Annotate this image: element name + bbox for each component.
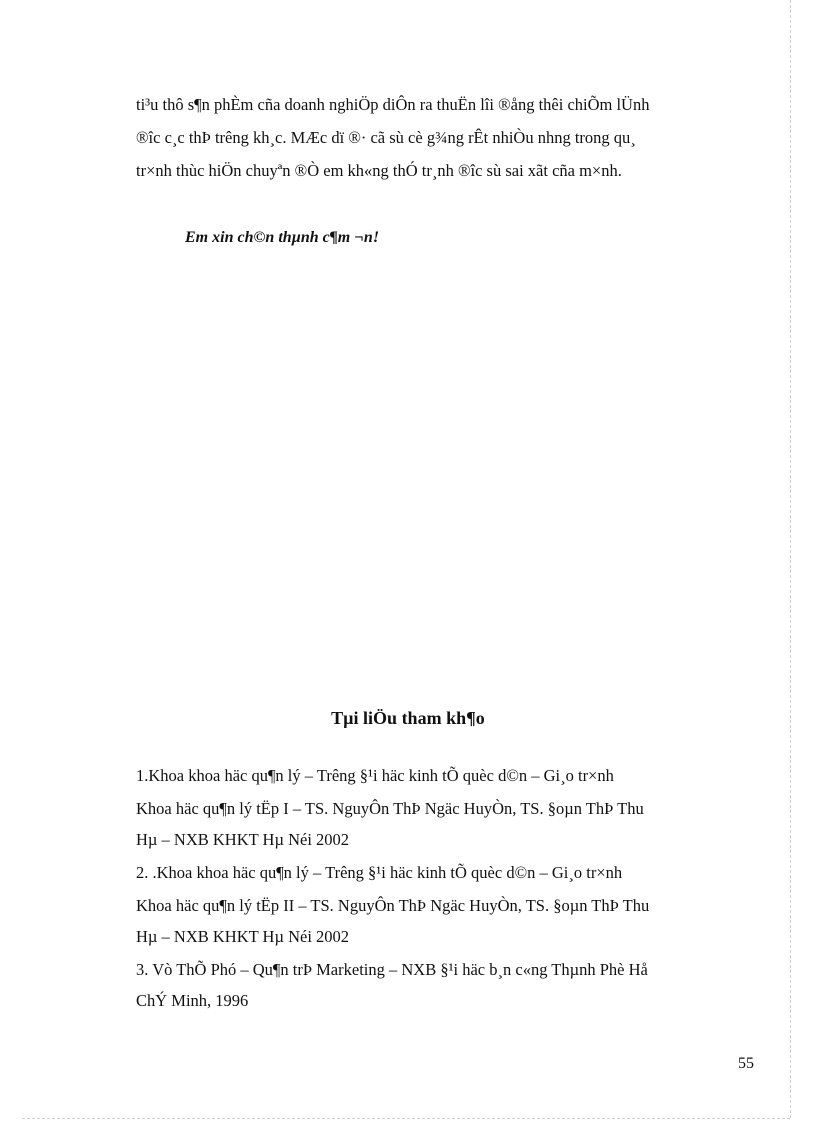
page-border-bottom [22,1118,790,1119]
paragraph-line-1: ti³u thô s¶n phÈm cña doanh nghiÖp diÔn ra thuËn lîi ®ång thêi chiÕm lÜnh [136,95,650,114]
paragraph-line-2: ®îc c¸c thÞ trêng kh¸c. MÆc dï ®· cã sù cè g¾ng rÊt nhiÒu nhng trong qu¸ [136,128,636,147]
references-title: Tµi liÖu tham kh¶o [331,708,485,728]
reference-line-8: ChÝ Minh, 1996 [136,991,249,1010]
page-border-right [790,0,791,1118]
paragraph-line-3: tr×nh thùc hiÖn chuyªn ®Ò em kh«ng thÓ tr¸nh ®îc sù sai xãt cña m×nh. [136,161,622,180]
reference-line-4: 2. .Khoa khoa häc qu¶n lý – Trêng §¹i häc kinh tÕ quèc d©n – Gi¸o tr×nh [136,863,623,882]
reference-line-5: Khoa häc qu¶n lý tËp II – TS. NguyÔn ThÞ Ngäc HuyÒn, TS. §oµn ThÞ Thu [136,896,650,915]
reference-line-1: 1.Khoa khoa häc qu¶n lý – Trêng §¹i häc kinh tÕ quèc d©n – Gi¸o tr×nh [136,766,614,785]
thanks-line: Em xin ch©n thµnh c¶m ¬n! [185,229,380,246]
reference-line-7: 3. Vò ThÕ Phó – Qu¶n trÞ Marketing – NXB §¹i häc b¸n c«ng Thµnh Phè Hå [136,960,648,979]
reference-line-3: Hµ – NXB KHKT Hµ Néi 2002 [136,830,350,849]
reference-line-2: Khoa häc qu¶n lý tËp I – TS. NguyÔn ThÞ Ngäc HuyÒn, TS. §oµn ThÞ Thu [136,799,644,818]
page-number: 55 [738,1055,754,1072]
reference-line-6: Hµ – NXB KHKT Hµ Néi 2002 [136,927,350,946]
